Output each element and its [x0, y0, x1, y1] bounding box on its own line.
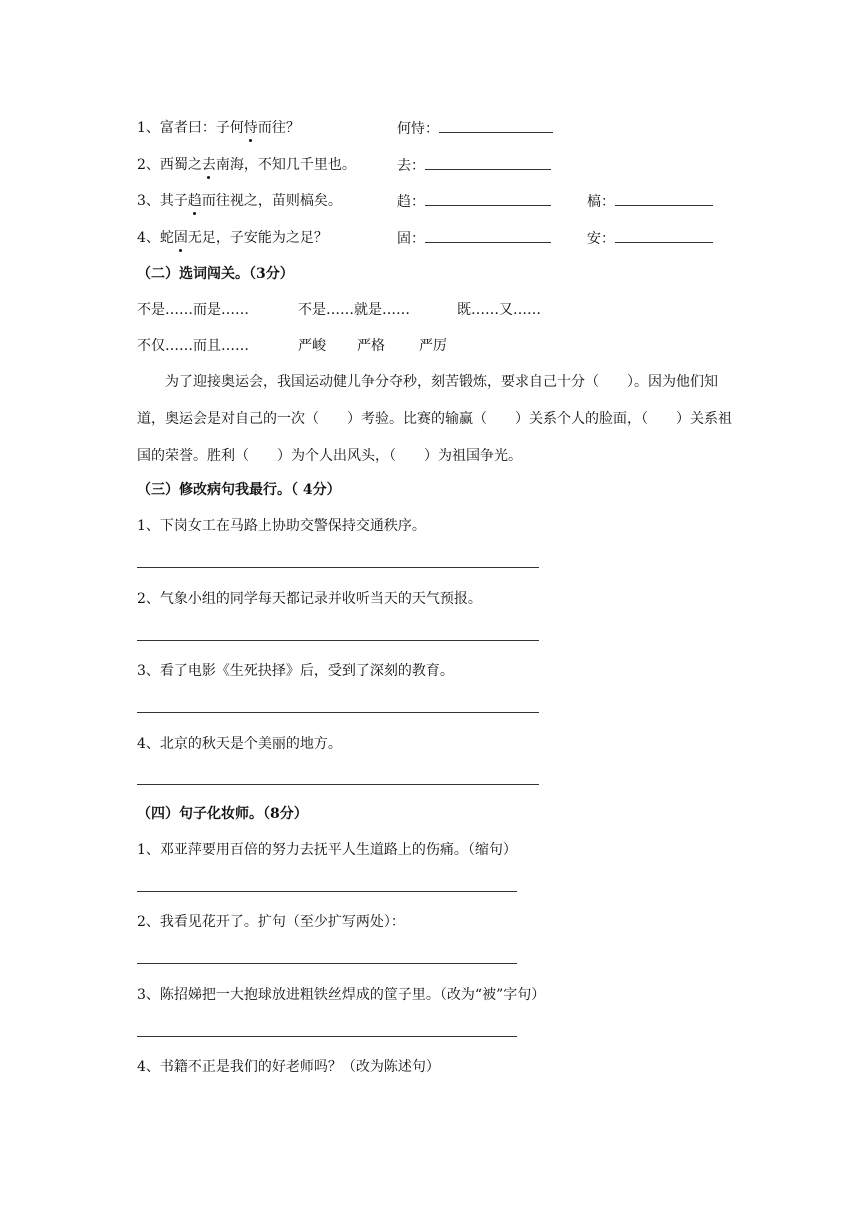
- answer-line[interactable]: [137, 784, 539, 785]
- word-option: 严厉: [419, 338, 447, 354]
- dotted-char: 趋: [187, 193, 202, 209]
- sentence-item: 1、邓亚萍要用百倍的努力去抚平人生道路上的伤痛。（缩句）: [137, 842, 517, 858]
- sentence-item: 4、北京的秋天是个美丽的地方。: [137, 736, 342, 752]
- sentence-item: 4、书籍不正是我们的好老师吗？（改为陈述句）: [137, 1059, 440, 1075]
- answer-line[interactable]: [137, 712, 539, 713]
- answer-blank[interactable]: [425, 155, 551, 170]
- sentence-item: 3、陈招娣把一大抱球放进粗铁丝焊成的筐子里。（改为“被”字句）: [137, 987, 546, 1003]
- answer-line[interactable]: [137, 963, 517, 964]
- answer-label-3: 趋：: [397, 191, 551, 212]
- answer-label-4: 固：: [397, 228, 551, 249]
- question-row-3: 3、其子趋而往视之，苗则槁矣。: [137, 193, 342, 209]
- sentence-item: 2、气象小组的同学每天都记录并收听当天的天气预报。: [137, 591, 482, 607]
- answer-label-4b: 安：: [587, 228, 713, 249]
- question-text: 而往？: [257, 120, 300, 136]
- answer-label-3b: 槁：: [587, 191, 713, 212]
- answer-blank[interactable]: [615, 228, 713, 243]
- section-title: （二）选词闯关。（3分）: [137, 266, 294, 282]
- answer-blank[interactable]: [439, 118, 553, 133]
- answer-blank[interactable]: [425, 191, 551, 206]
- answer-line[interactable]: [137, 1036, 517, 1037]
- word-option: 严峻: [298, 338, 326, 354]
- section-title: （四）句子化妆师。（8分）: [137, 806, 308, 822]
- answer-blank[interactable]: [425, 228, 551, 243]
- dotted-char: 恃: [243, 120, 258, 136]
- word-option: 不是……而是……: [137, 302, 249, 318]
- question-row-2: 2、西蜀之去南海，不知几千里也。: [137, 157, 356, 173]
- word-option: 不仅……而且……: [137, 338, 249, 354]
- sentence-item: 1、下岗女工在马路上协助交警保持交通秩序。: [137, 518, 426, 534]
- question-row-4: 4、蛇固无足，子安能为之足？: [137, 230, 328, 246]
- answer-label-2: 去：: [397, 155, 551, 176]
- answer-line[interactable]: [137, 640, 539, 641]
- dotted-char: 固: [173, 230, 188, 246]
- dotted-char: 去: [201, 157, 216, 173]
- answer-line[interactable]: [137, 567, 539, 568]
- sentence-item: 3、看了电影《生死抉择》后，受到了深刻的教育。: [137, 663, 454, 679]
- sentence-item: 2、我看见花开了。扩句（至少扩写两处）：: [137, 914, 405, 930]
- answer-line[interactable]: [137, 891, 517, 892]
- word-option: 不是……就是……: [298, 302, 410, 318]
- answer-label-1: 何恃：: [397, 118, 553, 139]
- word-option: 既……又……: [457, 302, 541, 318]
- question-row-1: [137, 118, 300, 138]
- section-title: （三）修改病句我最行。（ 4分）: [137, 482, 341, 498]
- word-option: 严格: [357, 338, 385, 354]
- fill-paragraph: 为了迎接奥运会，我国运动健儿争分夺秒，刻苦锻炼，要求自己十分（ ）。因为他们知道，奥运会是对自己的一次（ ）考验。比赛的输赢（ ）关系个人的脸面，（ ）关系祖国的荣誉。胜利（ ）为个人出风头，（ ）为祖国争光。: [137, 374, 732, 464]
- answer-blank[interactable]: [615, 191, 713, 206]
- question-text: 1、富者曰：子何: [137, 120, 244, 136]
